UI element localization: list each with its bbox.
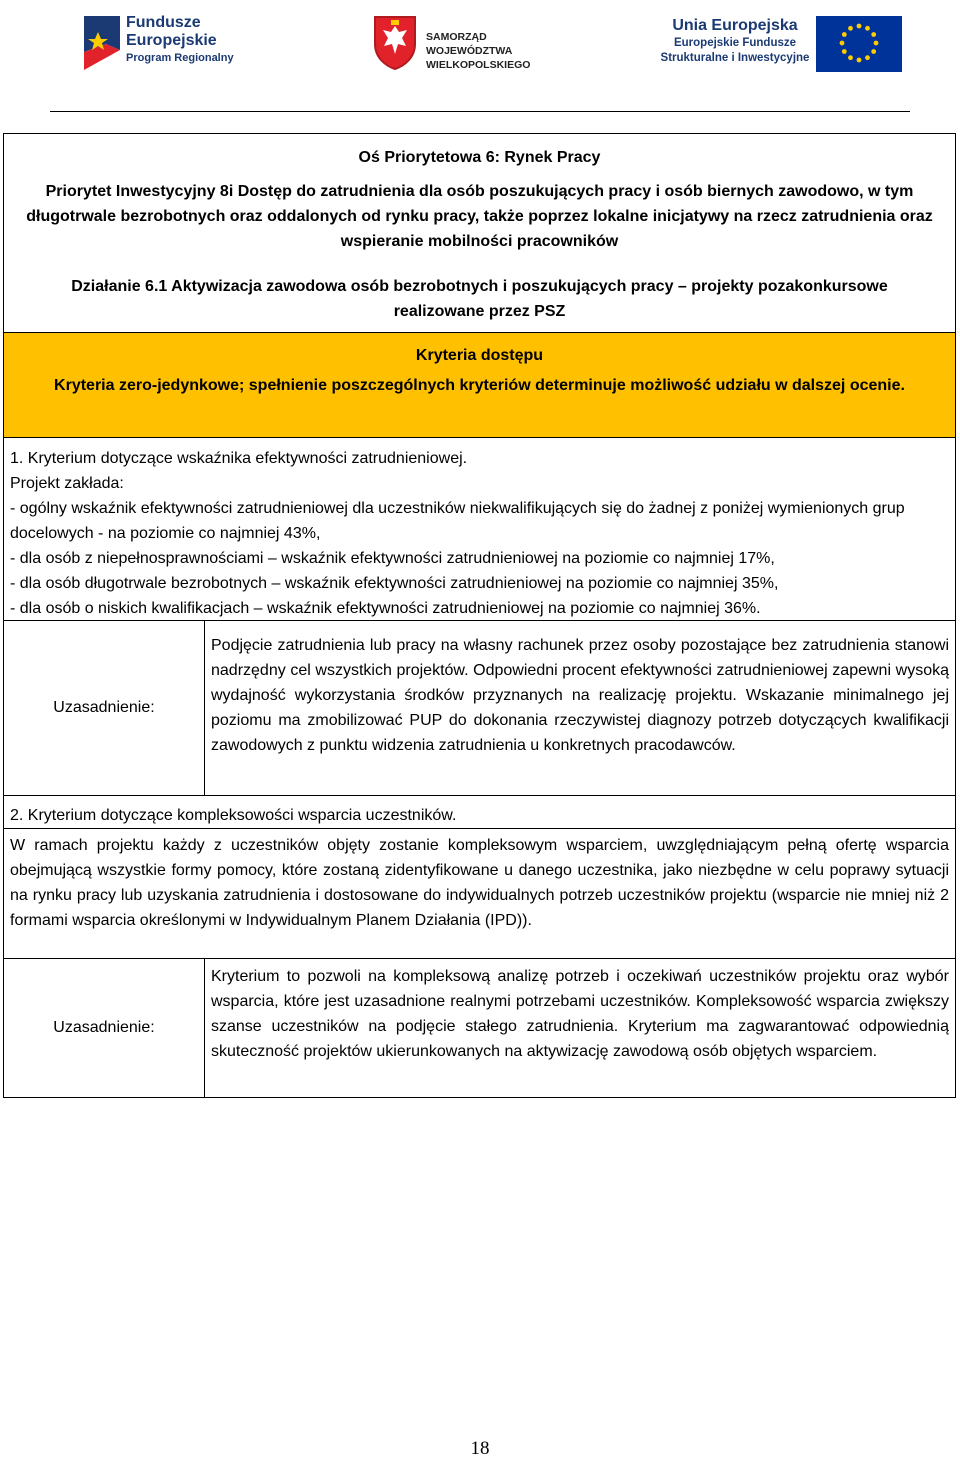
fe-line2: Europejskie (126, 32, 217, 49)
fe-line1: Fundusze (126, 14, 201, 31)
uzasadnienie-row-1 (4, 621, 955, 796)
header-divider (50, 111, 910, 112)
kryterium-2 (4, 796, 955, 959)
kryterium-1 (4, 438, 955, 621)
fe-line3: Program Regionalny (126, 52, 234, 64)
os-priorytetowa-title: Oś Priorytetowa 6: Rynek Pracy (358, 149, 601, 166)
unia-europejska-logo (660, 16, 904, 74)
ue-line1: Unia Europejska (672, 17, 798, 34)
kryterium-2-body: W ramach projektu każdy z uczestników objęty zostanie kompleksowym wsparciem, uwzględniającym pełną ofertę wsparcia obejmującą wszystkie formy pomocy, które zostaną zidentyfikowane u danego uczestnika, jako niezbędne w celu poprawy sytuacji na rynku pracy lub uzyskania zatrudnienia i dostosowane do indywidualnych potrzeb uczestników projektu (wsparcie nie mniej niż 2 formami wsparcia określonymi w Indywidualnym Planem Działania (IPD)). (10, 837, 949, 929)
page-number: 18 (470, 1438, 490, 1459)
coat-of-arms-icon (372, 14, 418, 70)
sw-line2: WIELKOPOLSKIEGO (426, 59, 531, 71)
kryterium-1-line: 1. Kryterium dotyczące wskaźnika efektywności zatrudnieniowej. (10, 450, 468, 467)
kryteria-dostepu-banner (4, 333, 955, 438)
fundusze-europejskie-logo (80, 10, 250, 76)
samorzad-logo (372, 14, 547, 74)
document-header (0, 0, 960, 112)
kryterium-1-line: - dla osób o niskich kwalifikacjach – wskaźnik efektywności zatrudnieniowej na poziomie co najmniej 36%. (10, 600, 761, 617)
criteria-table (3, 133, 956, 1098)
kryterium-1-line: - dla osób z niepełnosprawnościami – wskaźnik efektywności zatrudnieniowej na poziomie co najmniej 17%, (10, 550, 775, 567)
kryterium-1-line: Projekt zakłada: (10, 475, 124, 492)
eu-flag-icon (816, 16, 902, 72)
fe-flag-icon (80, 12, 122, 74)
kryterium-2-title: 2. Kryterium dotyczące kompleksowości wsparcia uczestników. (10, 807, 457, 824)
ue-line2: Europejskie Fundusze (673, 37, 797, 49)
kryterium-1-text (4, 446, 955, 621)
kryterium-1-line: - ogólny wskaźnik efektywności zatrudnieniowej dla uczestników niekwalifikujących się do żadnej z poniżej wymienionych grup docelowych - na poziomie co najmniej 43%, (10, 500, 905, 542)
uzasadnienie-text: Podjęcie zatrudnienia lub pracy na własny rachunek przez osoby pozostające bez zatrudnienia stanowi nadrzędny cel wszystkich projektów. Odpowiedni procent efektywności zatrudnieniowej zapewni wysoką wydajność wykorzystania środków przyznanych na realizację projektu. Wskazanie minimalnego jej poziomu ma zmobilizować PUP do dokonania rzeczywistej diagnozy potrzeb dotyczących kwalifikacji zawodowych z punktu widzenia zatrudnienia u konkretnych pracodawców. (211, 637, 949, 754)
kryterium-2-divider (4, 828, 955, 829)
kryteria-title: Kryteria dostępu (415, 347, 544, 364)
kryteria-description: Kryteria zero-jedynkowe; spełnienie poszczególnych kryteriów determinuje możliwość udziału w dalszej ocenie. (54, 377, 905, 394)
kryterium-1-line: - dla osób długotrwale bezrobotnych – wskaźnik efektywności zatrudnieniowej na poziomie co najmniej 35%, (10, 575, 779, 592)
ue-line3: Strukturalne i Inwestycyjne (660, 52, 810, 64)
priorytet-inwestycyjny: Priorytet Inwestycyjny 8i Dostęp do zatrudnienia dla osób poszukujących pracy i osób biernych zawodowo, w tym długotrwale bezrobotnych oraz oddalonych od rynku pracy, także poprzez lokalne inicjatywy na rzecz zatrudnienia oraz wspieranie mobilności pracowników (26, 183, 933, 250)
uzasadnienie-row-2 (4, 959, 955, 1097)
sw-line1: SAMORZĄD WOJEWÓDZTWA (426, 31, 513, 57)
section-heading (4, 134, 955, 333)
uzasadnienie-text: Kryterium to pozwoli na kompleksową analizę potrzeb i oczekiwań uczestników projektu oraz wybór wsparcia, które jest uzasadnione realnymi potrzebami uczestników. Kompleksowość wsparcia zwiększy szanse uczestników na podjęcie stałego zatrudnienia. Kryterium ma zagwarantować odpowiednią skuteczność projektów ukierunkowanych na aktywizację zawodową osób objętych wsparciem. (211, 968, 949, 1060)
uzasadnienie-label: Uzasadnienie: (4, 959, 205, 1097)
uzasadnienie-label: Uzasadnienie: (4, 621, 205, 795)
dzialanie-title: Działanie 6.1 Aktywizacja zawodowa osób bezrobotnych i poszukujących pracy – projekty pozakonkursowe realizowane przez PSZ (71, 278, 888, 320)
